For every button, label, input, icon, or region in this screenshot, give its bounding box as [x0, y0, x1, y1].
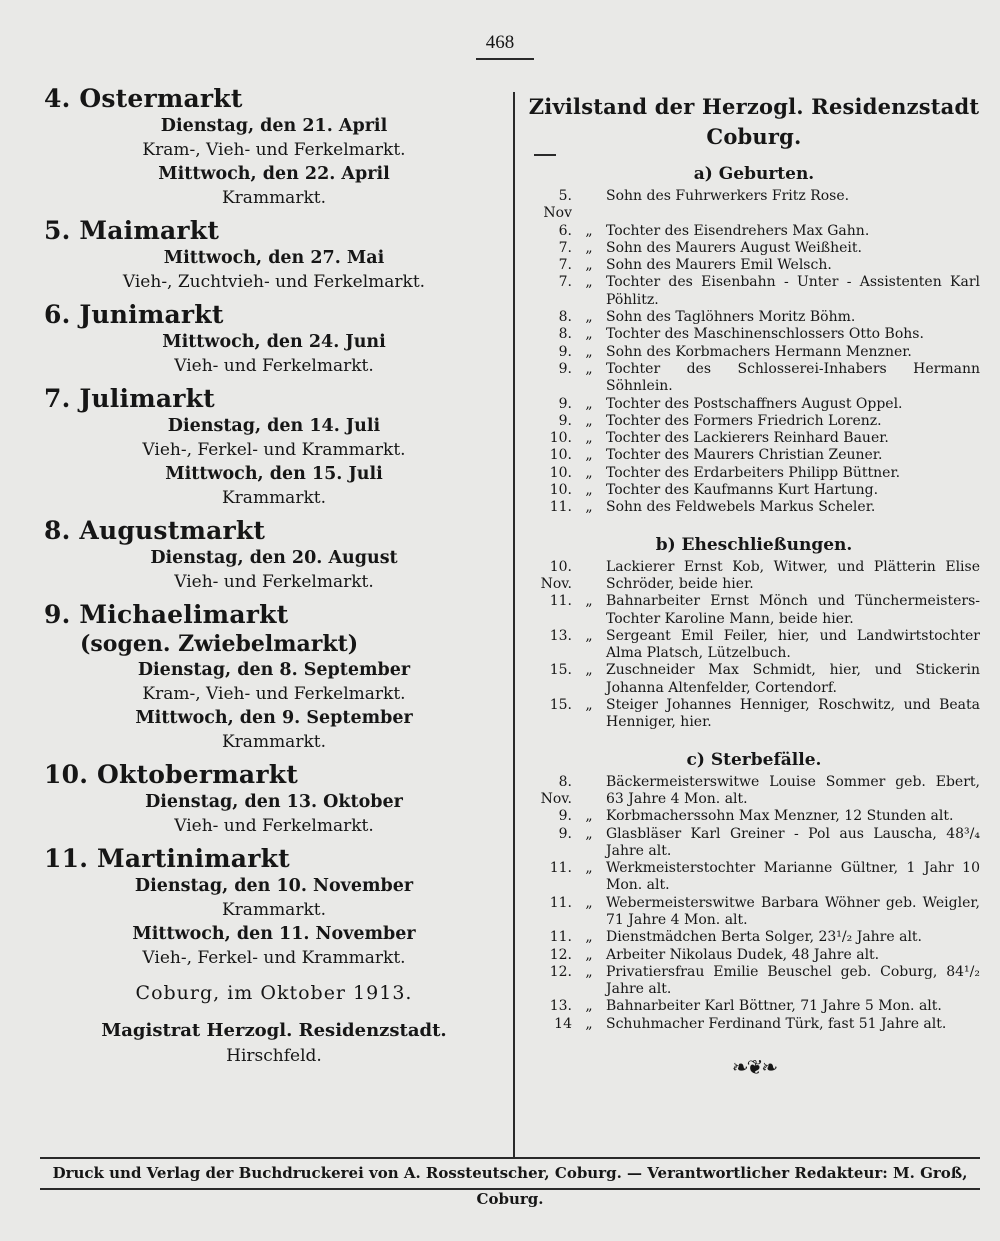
- entry-text: Sohn des Korbmachers Hermann Menzner.: [606, 343, 912, 360]
- entry-ditto: „: [585, 464, 593, 481]
- entry-date: 10.: [549, 430, 572, 447]
- entry-text: Arbeiter Nikolaus Dudek, 48 Jahre alt.: [606, 946, 880, 963]
- register-title: Zivilstand der Herzogl. Residenzstadt Coburg.: [528, 94, 980, 149]
- entry-ditto: „: [585, 360, 593, 377]
- market-title: 7. Julimarkt: [44, 384, 215, 413]
- entry-text: Steiger Johannes Henniger, Roschwitz, und Beata Henniger, hier.: [606, 697, 980, 731]
- entry-date: 9.: [558, 395, 572, 412]
- entry-text: Tochter des Erdarbeiters Philipp Büttner.: [606, 464, 901, 481]
- market-type: Vieh-, Ferkel- und Krammarkt.: [142, 440, 406, 460]
- market-type: Vieh- und Ferkelmarkt.: [174, 356, 374, 376]
- entry-text: Tochter des Eisendrehers Max Gahn.: [606, 222, 870, 239]
- register-entry: [528, 964, 980, 999]
- title-rule: [534, 154, 556, 156]
- market-block: [44, 760, 504, 838]
- entry-ditto: „: [585, 499, 593, 516]
- entry-text: Tochter des Kaufmanns Kurt Hartung.: [606, 482, 879, 499]
- market-type: Vieh- und Ferkelmarkt.: [174, 816, 374, 836]
- market-day: Dienstag, den 14. Juli: [167, 416, 381, 436]
- entry-text: Sohn des Maurers Emil Welsch.: [606, 257, 832, 274]
- market-title: 8. Augustmarkt: [44, 516, 266, 545]
- section-heading: c) Sterbefälle.: [686, 749, 822, 770]
- entry-text: Tochter des Lackierers Reinhard Bauer.: [606, 430, 889, 447]
- entry-text: Korbmacherssohn Max Menzner, 12 Stunden alt.: [606, 808, 954, 825]
- entry-date: 7.: [558, 274, 572, 291]
- market-block: [44, 384, 504, 510]
- register-entry: [528, 499, 980, 516]
- market-day: Mittwoch, den 27. Mai: [163, 248, 385, 268]
- entry-date: 10.: [549, 447, 572, 464]
- register-entry: [528, 430, 980, 447]
- entry-ditto: „: [585, 593, 593, 610]
- entry-ditto: [572, 188, 606, 223]
- entry-date: 13.: [549, 998, 572, 1015]
- market-block: [44, 84, 504, 210]
- register-entry: [528, 998, 980, 1015]
- entry-ditto: „: [585, 697, 593, 714]
- entry-date: 9.: [558, 343, 572, 360]
- place-date: Coburg, im Oktober 1913.: [135, 982, 413, 1004]
- register-entry: [528, 860, 980, 895]
- market-type: Kram-, Vieh- und Ferkelmarkt.: [142, 140, 406, 160]
- market-day: Mittwoch, den 11. November: [132, 924, 416, 944]
- column-divider: [513, 92, 515, 1158]
- market-type: Krammarkt.: [221, 732, 326, 752]
- register-entry: [528, 593, 980, 628]
- market-day: Mittwoch, den 24. Juni: [162, 332, 386, 352]
- entry-ditto: „: [585, 447, 593, 464]
- register-entry: [528, 826, 980, 861]
- register-entry: [528, 447, 980, 464]
- entry-text: Sohn des Feldwebels Markus Scheler.: [606, 499, 876, 516]
- entry-text: Sergeant Emil Feiler, hier, und Landwirtstochter Alma Platsch, Lützelbuch.: [606, 627, 980, 662]
- register-entry: [528, 662, 980, 697]
- entry-text: Bäckermeisterswitwe Louise Sommer geb. Ebert, 63 Jahre 4 Mon. alt.: [606, 773, 980, 807]
- market-type: Krammarkt.: [221, 188, 326, 208]
- market-type: Krammarkt.: [221, 488, 326, 508]
- entry-date: 5. Nov: [543, 188, 572, 222]
- market-day: Mittwoch, den 15. Juli: [165, 464, 383, 484]
- entry-date: 11.: [549, 860, 572, 877]
- register-entry: [528, 774, 980, 809]
- entry-ditto: „: [585, 395, 593, 412]
- entry-text: Tochter des Eisenbahn - Unter - Assistenten Karl Pöhlitz.: [606, 274, 980, 308]
- entry-text: Tochter des Schlosserei-Inhabers Hermann Söhnlein.: [606, 360, 980, 395]
- entry-ditto: „: [585, 825, 593, 842]
- entry-ditto: „: [585, 963, 593, 980]
- market-day: Dienstag, den 8. September: [137, 660, 411, 680]
- market-day: Dienstag, den 20. August: [150, 548, 398, 568]
- entry-date: 15.: [549, 697, 572, 714]
- entry-date: 11.: [549, 894, 572, 911]
- entry-ditto: „: [585, 257, 593, 274]
- market-block: [44, 216, 504, 294]
- entry-date: 8.: [558, 326, 572, 343]
- entry-text: Zuschneider Max Schmidt, hier, und Stickerin Johanna Altenfelder, Cortendorf.: [606, 662, 980, 696]
- entry-ditto: [572, 774, 606, 809]
- entry-date: 10.: [549, 464, 572, 481]
- market-day: Mittwoch, den 9. September: [135, 708, 413, 728]
- entry-ditto: [572, 559, 606, 594]
- entry-ditto: „: [585, 929, 593, 946]
- register-entry: [528, 396, 980, 413]
- register-entry: [528, 895, 980, 930]
- entry-text: Tochter des Postschaffners August Oppel.: [606, 395, 903, 412]
- imprint-footer: Druck und Verlag der Buchdruckerei von A. Rossteutscher, Coburg. — Verantwortlicher Redakteur: M. Groß, Coburg.: [52, 1164, 968, 1208]
- market-type: Vieh-, Ferkel- und Krammarkt.: [142, 948, 406, 968]
- section-heading: a) Geburten.: [693, 164, 815, 184]
- market-title: 10. Oktobermarkt: [44, 760, 298, 789]
- register-entry: [528, 947, 980, 964]
- entry-date: 12.: [549, 946, 572, 963]
- entry-date: 10. Nov.: [540, 558, 572, 592]
- bottom-rule: [40, 1157, 980, 1159]
- market-title: 9. Michaelimarkt: [44, 600, 289, 629]
- entry-text: Lackierer Ernst Kob, Witwer, und Plätterin Elise Schröder, beide hier.: [606, 558, 980, 592]
- entry-ditto: „: [585, 412, 593, 429]
- entry-text: Privatiersfrau Emilie Beuschel geb. Coburg, 84¹/₂ Jahre alt.: [606, 963, 980, 998]
- entry-ditto: „: [585, 946, 593, 963]
- register-entry: [528, 344, 980, 361]
- entry-date: 12.: [549, 963, 572, 980]
- signature: Magistrat Herzogl. Residenzstadt.: [101, 1020, 447, 1041]
- entry-date: 14: [554, 1015, 572, 1032]
- entry-text: Tochter des Maurers Christian Zeuner.: [606, 447, 883, 464]
- register-entry: [528, 188, 980, 223]
- entry-text: Webermeisterswitwe Barbara Wöhner geb. Weigler, 71 Jahre 4 Mon. alt.: [606, 894, 980, 928]
- market-title: 5. Maimarkt: [44, 216, 220, 245]
- entry-text: Tochter des Formers Friedrich Lorenz.: [606, 412, 882, 429]
- entry-ditto: „: [585, 1015, 593, 1032]
- entry-date: 11.: [549, 929, 572, 946]
- entry-date: 15.: [549, 662, 572, 679]
- entry-date: 11.: [549, 593, 572, 610]
- ornament: ❧❦❧: [731, 1055, 777, 1080]
- section-heading: b) Eheschließungen.: [655, 534, 853, 555]
- market-type: Kram-, Vieh- und Ferkelmarkt.: [142, 684, 406, 704]
- entry-ditto: „: [585, 662, 593, 679]
- market-day: Dienstag, den 13. Oktober: [145, 792, 403, 812]
- market-title: 6. Junimarkt: [44, 300, 224, 329]
- market-day: Dienstag, den 21. April: [160, 116, 388, 136]
- register-entry: [528, 929, 980, 946]
- entry-ditto: „: [585, 894, 593, 911]
- entry-date: 6.: [558, 222, 572, 239]
- entry-ditto: „: [585, 326, 593, 343]
- entry-date: 10.: [549, 482, 572, 499]
- entry-date: 7.: [558, 257, 572, 274]
- entry-date: 8. Nov.: [540, 773, 572, 807]
- market-block: [44, 300, 504, 378]
- entry-text: Glasbläser Karl Greiner - Pol aus Lauscha, 48³/₄ Jahre alt.: [606, 825, 980, 859]
- entry-date: 9.: [558, 412, 572, 429]
- register-entry: [528, 697, 980, 732]
- entry-text: Sohn des Maurers August Weißheit.: [606, 239, 862, 256]
- register-entry: [528, 361, 980, 396]
- register-entry: [528, 223, 980, 240]
- register-entry: [528, 482, 980, 499]
- entry-date: 9.: [558, 808, 572, 825]
- entry-text: Tochter des Maschinenschlossers Otto Bohs.: [606, 326, 924, 343]
- civil-register: [528, 92, 980, 1079]
- entry-ditto: „: [585, 482, 593, 499]
- entry-text: Bahnarbeiter Karl Böttner, 71 Jahre 5 Mon. alt.: [606, 998, 942, 1015]
- entry-text: Bahnarbeiter Ernst Mönch und Tünchermeisters-Tochter Karoline Mann, beide hier.: [606, 593, 980, 627]
- register-entry: [528, 465, 980, 482]
- entry-ditto: „: [585, 808, 593, 825]
- register-entry: [528, 309, 980, 326]
- entry-ditto: „: [585, 239, 593, 256]
- market-type: Krammarkt.: [221, 900, 326, 920]
- entry-date: 11.: [549, 499, 572, 516]
- market-schedule: [44, 84, 504, 1068]
- entry-ditto: „: [585, 222, 593, 239]
- entry-date: 8.: [558, 309, 572, 326]
- market-type: Vieh- und Ferkelmarkt.: [174, 572, 374, 592]
- register-entry: [528, 257, 980, 274]
- market-block: [44, 516, 504, 594]
- register-entry: [528, 628, 980, 663]
- entry-ditto: „: [585, 860, 593, 877]
- entry-ditto: „: [585, 430, 593, 447]
- market-title: 4. Ostermarkt: [44, 84, 243, 113]
- entry-text: Werkmeisterstochter Marianne Gültner, 1 Jahr 10 Mon. alt.: [606, 860, 980, 894]
- entry-date: 7.: [558, 239, 572, 256]
- entry-text: Sohn des Taglöhners Moritz Böhm.: [606, 309, 856, 326]
- entry-ditto: „: [585, 343, 593, 360]
- register-entry: [528, 274, 980, 309]
- market-title: 11. Martinimarkt: [44, 844, 290, 873]
- entry-ditto: „: [585, 627, 593, 644]
- entry-text: Dienstmädchen Berta Solger, 23¹/₂ Jahre alt.: [606, 929, 923, 946]
- entry-ditto: „: [585, 998, 593, 1015]
- register-entry: [528, 240, 980, 257]
- page-number-rule: [476, 58, 534, 60]
- entry-date: 13.: [549, 627, 572, 644]
- entry-text: Schuhmacher Ferdinand Türk, fast 51 Jahre alt.: [606, 1015, 947, 1032]
- page-number: 468: [485, 32, 515, 53]
- entry-date: 9.: [558, 360, 572, 377]
- register-entry: [528, 1016, 980, 1033]
- market-subtitle: (sogen. Zwiebelmarkt): [80, 631, 359, 657]
- register-entry: [528, 326, 980, 343]
- register-entry: [528, 808, 980, 825]
- entry-text: Sohn des Fuhrwerkers Fritz Rose.: [606, 188, 850, 204]
- signer-name: Hirschfeld.: [226, 1046, 322, 1066]
- register-entry: [528, 413, 980, 430]
- market-block: [44, 600, 504, 754]
- register-entry: [528, 559, 980, 594]
- market-day: Mittwoch, den 22. April: [158, 164, 390, 184]
- market-block: [44, 844, 504, 970]
- market-day: Dienstag, den 10. November: [134, 876, 414, 896]
- entry-ditto: „: [585, 274, 593, 291]
- entry-ditto: „: [585, 309, 593, 326]
- market-type: Vieh-, Zuchtvieh- und Ferkelmarkt.: [122, 272, 426, 292]
- bottom-rule-lower: [40, 1188, 980, 1190]
- entry-date: 9.: [558, 825, 572, 842]
